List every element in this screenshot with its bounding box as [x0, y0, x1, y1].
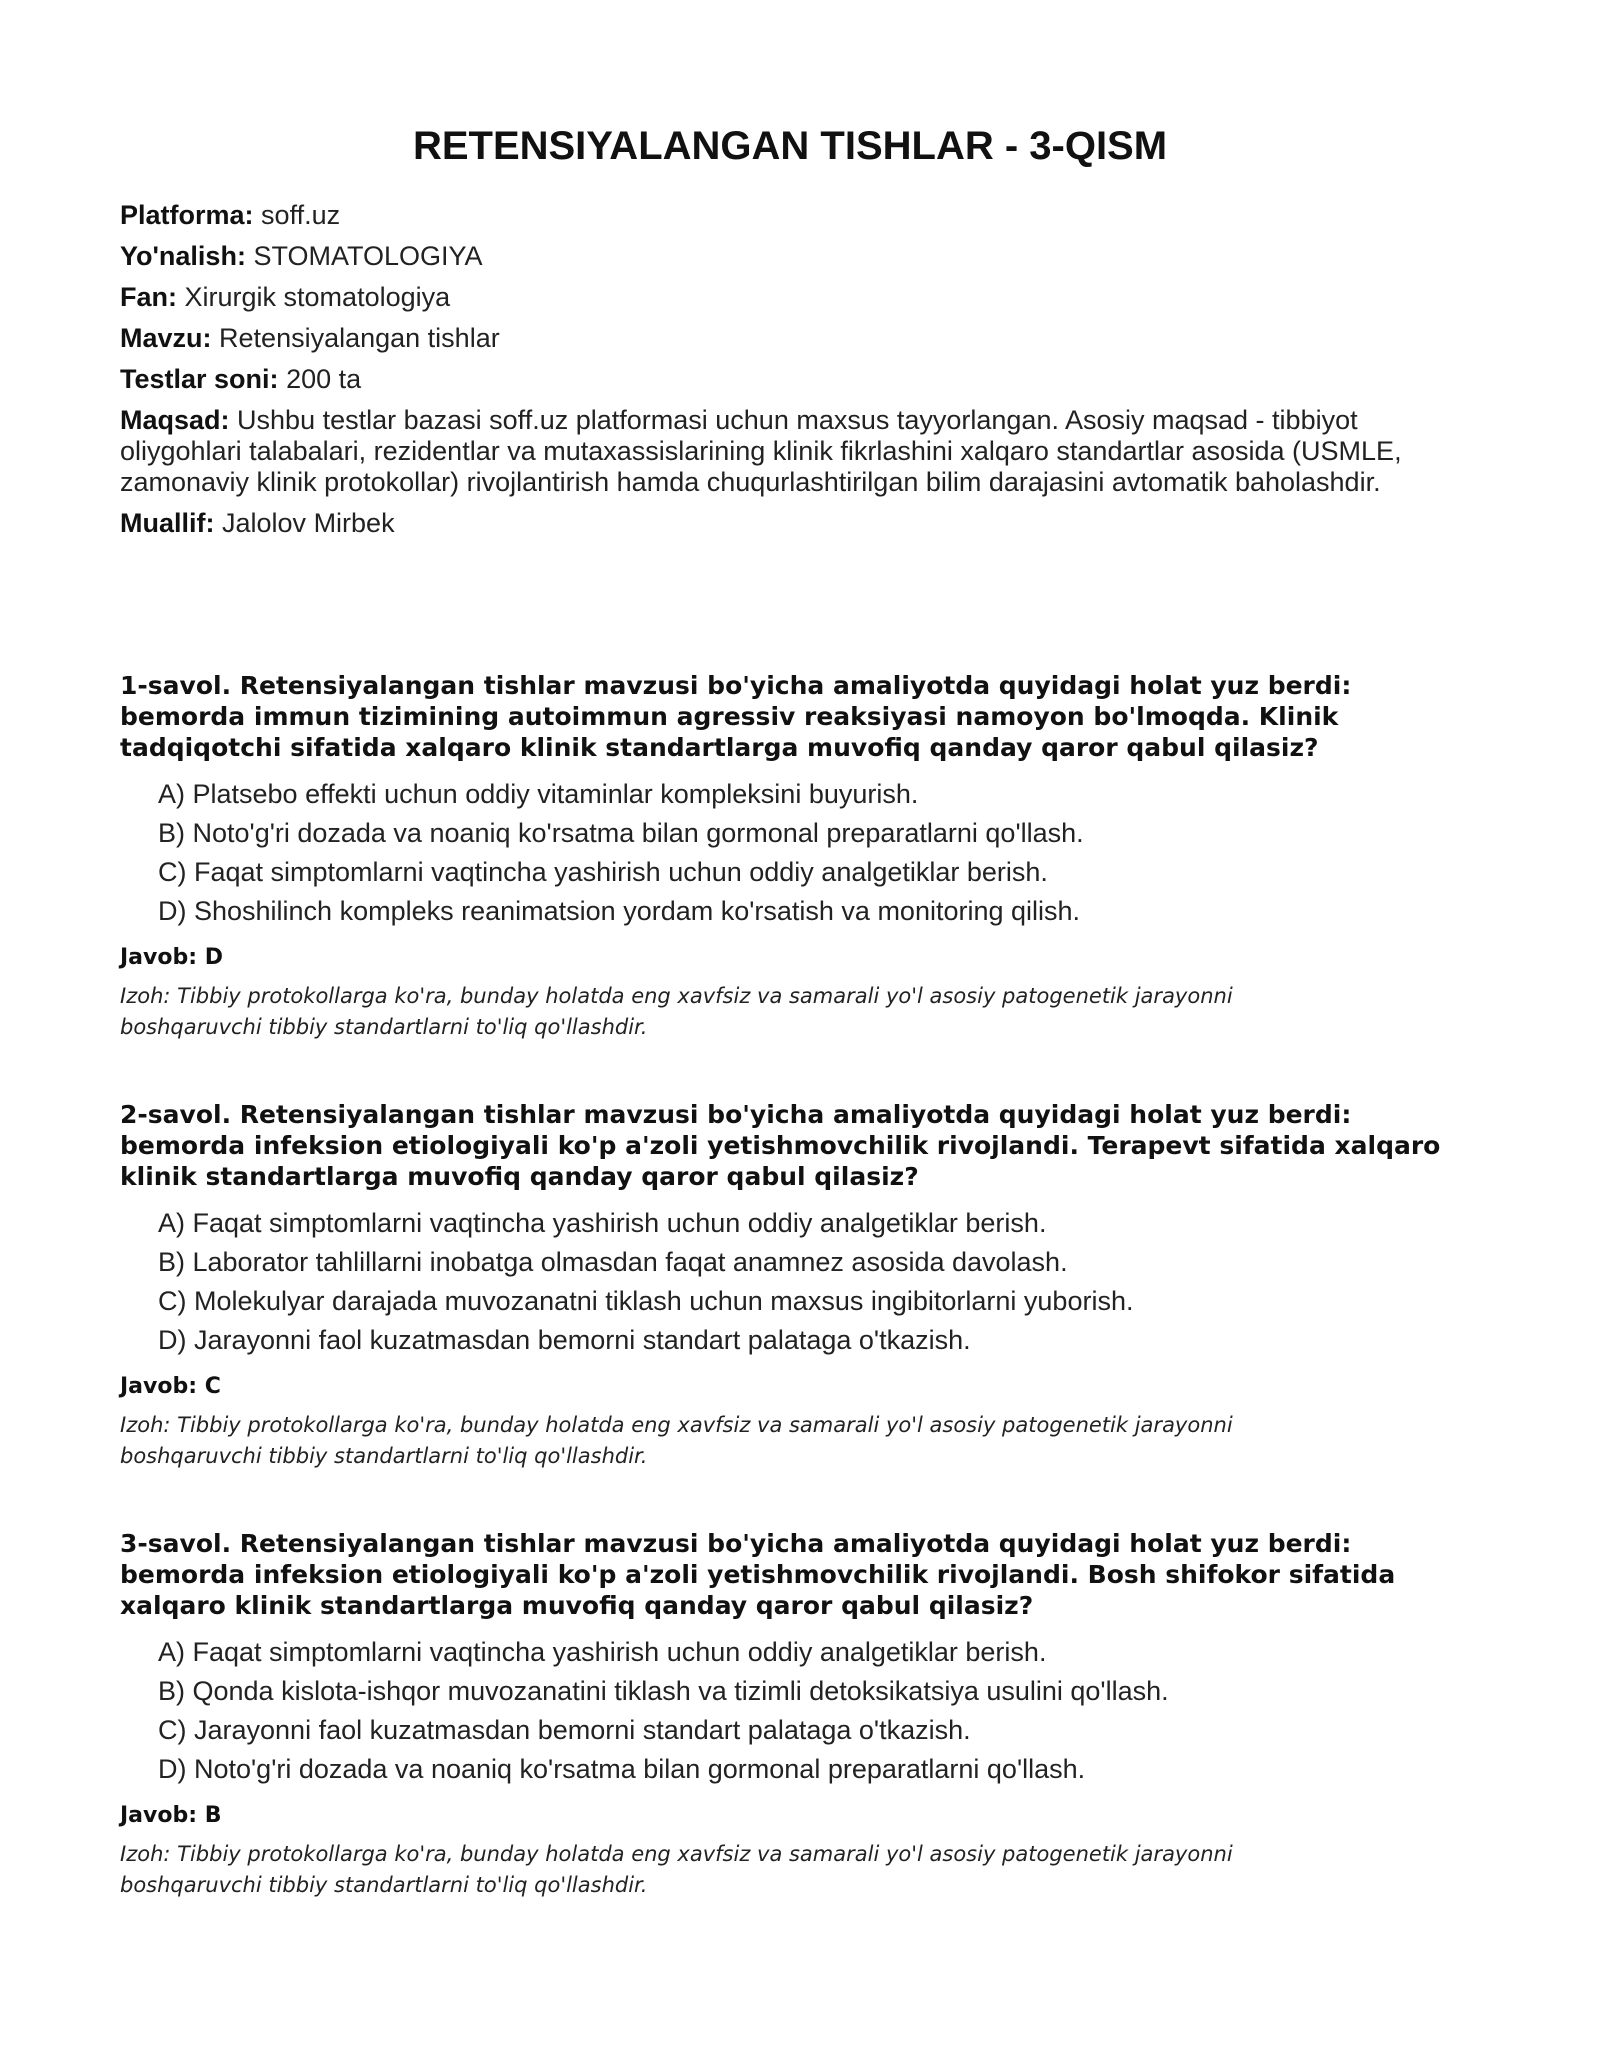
meta-label: Mavzu:: [120, 323, 212, 353]
meta-purpose: [120, 405, 1460, 498]
meta-test-count: [120, 364, 1460, 395]
meta-platform: [120, 200, 1460, 231]
answer-key: Javob: C: [120, 1374, 221, 1399]
meta-topic: [120, 323, 1460, 354]
option-b: B) Laborator tahlillarni inobatga olmasdan faqat anamnez asosida davolash.: [158, 1247, 1068, 1277]
option-d: D) Noto'g'ri dozada va noaniq ko'rsatma bilan gormonal preparatlarni qo'llash.: [158, 1754, 1086, 1784]
question-1: [120, 670, 1460, 1043]
meta-label: Muallif:: [120, 508, 215, 538]
question-text: 1-savol. Retensiyalangan tishlar mavzusi bo'yicha amaliyotda quyidagi holat yuz berdi: bemorda immun tizimining autoimmun agressiv reaksiyasi namoyon bo'lmoqda. Klinik tadqiqotchi sifatida xalqaro klinik standartlarga muvofiq qanday qaror qabul qilasiz?: [120, 671, 1352, 762]
option-list: [120, 1633, 1460, 1789]
explanation: Izoh: Tibbiy protokollarga ko'ra, bunday holatda eng xavfsiz va samarali yo'l asosiy patogenetik jarayonni boshqaruvchi tibbiy standartlarni to'liq qo'llashdir.: [120, 1842, 1233, 1897]
question-list: [120, 670, 1460, 1957]
meta-value: Retensiyalangan tishlar: [219, 323, 500, 353]
meta-value: Xirurgik stomatologiya: [184, 282, 451, 312]
document-metadata: [120, 200, 1460, 549]
answer-key: Javob: B: [120, 1803, 222, 1828]
option-c: C) Molekulyar darajada muvozanatni tiklash uchun maxsus ingibitorlarni yuborish.: [158, 1286, 1134, 1316]
option-c: C) Faqat simptomlarni vaqtincha yashirish uchun oddiy analgetiklar berish.: [158, 857, 1048, 887]
question-text: 2-savol. Retensiyalangan tishlar mavzusi bo'yicha amaliyotda quyidagi holat yuz berdi: bemorda infeksion etiologiyali ko'p a'zoli yetishmovchilik rivojlandi. Terapevt sifatida xalqaro klinik standartlarga muvofiq qanday qaror qabul qilasiz?: [120, 1100, 1441, 1191]
meta-value: Ushbu testlar bazasi soff.uz platformasi uchun maxsus tayyorlangan. Asosiy maqsad - tibbiyot oliygohlari talabalari, rezidentlar va mutaxassislarining klinik fikrlashini xalqaro standartlar asosida (USMLE, zamonaviy klinik protokollar) rivojlantirish hamda chuqurlashtirilgan bilim darajasini avtomatik baholashdir.: [120, 405, 1402, 497]
question-2: [120, 1099, 1460, 1472]
option-b: B) Qonda kislota-ishqor muvozanatini tiklash va tizimli detoksikatsiya usulini qo'llash.: [158, 1676, 1169, 1706]
answer-key: Javob: D: [120, 945, 223, 970]
option-list: [120, 775, 1460, 931]
explanation: Izoh: Tibbiy protokollarga ko'ra, bunday holatda eng xavfsiz va samarali yo'l asosiy patogenetik jarayonni boshqaruvchi tibbiy standartlarni to'liq qo'llashdir.: [120, 1413, 1233, 1468]
option-a: A) Faqat simptomlarni vaqtincha yashirish uchun oddiy analgetiklar berish.: [158, 1637, 1047, 1667]
meta-value: Jalolov Mirbek: [222, 508, 395, 538]
meta-label: Yo'nalish:: [120, 241, 246, 271]
meta-subject: [120, 282, 1460, 313]
question-text: 3-savol. Retensiyalangan tishlar mavzusi bo'yicha amaliyotda quyidagi holat yuz berdi: bemorda infeksion etiologiyali ko'p a'zoli yetishmovchilik rivojlandi. Bosh shifokor sifatida xalqaro klinik standartlarga muvofiq qanday qaror qabul qilasiz?: [120, 1529, 1396, 1620]
meta-author: [120, 508, 1460, 539]
meta-value: STOMATOLOGIYA: [253, 241, 483, 271]
meta-label: Testlar soni:: [120, 364, 279, 394]
meta-direction: [120, 241, 1460, 272]
meta-value: 200 ta: [286, 364, 362, 394]
option-c: C) Jarayonni faol kuzatmasdan bemorni standart palataga o'tkazish.: [158, 1715, 971, 1745]
meta-value: soff.uz: [261, 200, 341, 230]
option-b: B) Noto'g'ri dozada va noaniq ko'rsatma bilan gormonal preparatlarni qo'llash.: [158, 818, 1084, 848]
option-a: A) Platsebo effekti uchun oddiy vitaminlar kompleksini buyurish.: [158, 779, 919, 809]
meta-label: Platforma:: [120, 200, 254, 230]
option-d: D) Shoshilinch kompleks reanimatsion yordam ko'rsatish va monitoring qilish.: [158, 896, 1081, 926]
document-title: RETENSIYALANGAN TISHLAR - 3-QISM: [412, 124, 1168, 168]
option-list: [120, 1204, 1460, 1360]
question-3: [120, 1528, 1460, 1901]
option-a: A) Faqat simptomlarni vaqtincha yashirish uchun oddiy analgetiklar berish.: [158, 1208, 1047, 1238]
option-d: D) Jarayonni faol kuzatmasdan bemorni standart palataga o'tkazish.: [158, 1325, 971, 1355]
meta-label: Maqsad:: [120, 405, 230, 435]
meta-label: Fan:: [120, 282, 177, 312]
explanation: Izoh: Tibbiy protokollarga ko'ra, bunday holatda eng xavfsiz va samarali yo'l asosiy patogenetik jarayonni boshqaruvchi tibbiy standartlarni to'liq qo'llashdir.: [120, 984, 1233, 1039]
